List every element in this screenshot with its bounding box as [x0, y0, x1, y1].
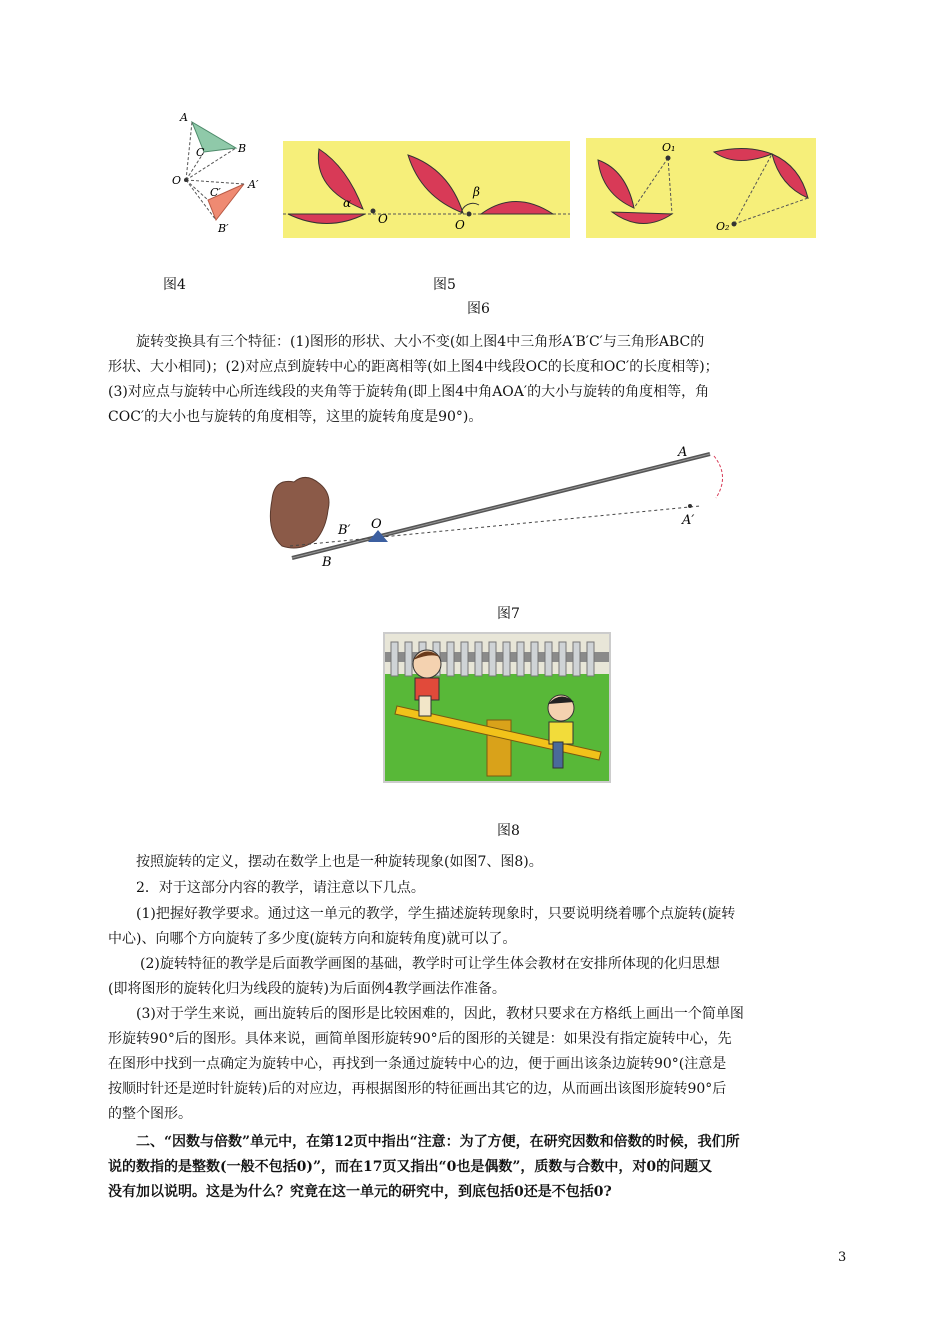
- line: 2．对于这部分内容的教学，请注意以下几点。: [136, 880, 425, 896]
- label-a: A: [180, 111, 188, 124]
- figure-6-diagram: [586, 138, 816, 238]
- label-c-prime: C′: [210, 186, 221, 199]
- label-b: B: [238, 142, 247, 155]
- label-beta: β: [473, 185, 480, 199]
- label-o-2: O: [455, 218, 465, 232]
- line: 中心)、向哪个方向旋转了多少度(旋转方向和旋转角度)就可以了。: [108, 931, 517, 947]
- boy-right: [548, 695, 574, 768]
- boy-left: [413, 650, 441, 716]
- half-disc-4: [714, 148, 772, 160]
- paragraph-teaching-points: [108, 876, 853, 901]
- caption-figure-7: 图7: [497, 606, 520, 622]
- line: (3)对于学生来说，画出旋转后的图形是比较困难的，因此，教材只要求在方格纸上画出一个简单图: [136, 1006, 744, 1022]
- caption-figure-8: 图8: [497, 823, 520, 839]
- label-c: C: [196, 146, 205, 159]
- label-o: O: [172, 174, 182, 187]
- label-a: A: [678, 445, 688, 460]
- half-disc-2: [408, 155, 463, 213]
- paragraph-swing-rotation: [108, 850, 853, 875]
- half-disc-4-rotated: [772, 154, 808, 198]
- page-number: 3: [838, 1250, 847, 1265]
- label-b-prime: B′: [338, 523, 351, 538]
- figure-6-panel: [586, 138, 816, 238]
- figure-4-diagram: [168, 104, 280, 246]
- half-disc-1-rotated: [288, 214, 365, 224]
- label-b-prime: B′: [218, 222, 229, 235]
- rock: [270, 477, 329, 548]
- line: (即将图形的旋转化归为线段的旋转)为后面例4教学画法作准备。: [108, 981, 506, 997]
- caption-figure-5: 图5: [433, 277, 456, 293]
- label-a-prime: A′: [248, 178, 259, 191]
- caption-figure-4: 图4: [163, 277, 186, 293]
- caption-figure-6: 图6: [467, 301, 490, 317]
- paragraph-rotation-features: [108, 330, 853, 430]
- half-disc-3-rotated: [612, 212, 672, 224]
- label-o2: O₂: [716, 220, 730, 233]
- paragraph-point-3: [108, 1002, 853, 1127]
- half-disc-1: [318, 149, 363, 209]
- label-alpha: α: [343, 196, 352, 210]
- line: 旋转变换具有三个特征：(1)图形的形状、大小不变(如上图4中三角形A′B′C′与三角形ABC的: [136, 334, 705, 350]
- line: 说的数指的是整数(一般不包括0)”，而在17页又指出“0也是偶数”，质数与合数中，对0的问题又: [108, 1159, 713, 1175]
- paragraph-point-2: [108, 952, 853, 1002]
- figure-5-diagram: [283, 141, 570, 238]
- label-a-prime: A′: [682, 513, 695, 528]
- label-b: B: [322, 555, 332, 570]
- half-disc-2-rotated: [481, 202, 553, 215]
- line: COC′的大小也与旋转的角度相等，这里的旋转角度是90°)。: [108, 409, 483, 425]
- line: 按顺时针还是逆时针旋转)后的对应边，再根据图形的特征画出其它的边，从而画出该图形旋转90°后: [108, 1081, 727, 1097]
- line: 二、“因数与倍数”单元中，在第12页中指出“注意：为了方便，在研究因数和倍数的时候，我们所: [136, 1134, 740, 1150]
- paragraph-question-factors-multiples: [108, 1130, 853, 1205]
- line: 形状、大小相同)；(2)对应点到旋转中心的距离相等(如上图4中线段OC的长度和OC′的长度相等)；: [108, 359, 719, 375]
- figure-8-illustration: [383, 632, 611, 783]
- line: 的整个图形。: [108, 1106, 192, 1122]
- label-o-1: O: [378, 212, 388, 226]
- half-disc-3: [598, 160, 634, 208]
- line: 按照旋转的定义，摆动在数学上也是一种旋转现象(如图7、图8)。: [136, 854, 543, 870]
- line: (3)对应点与旋转中心所连线段的夹角等于旋转角(即上图4中角AOA′的大小与旋转的角度相等，角: [108, 384, 710, 400]
- line: 在图形中找到一点确定为旋转中心，再找到一条通过旋转中心的边，便于画出该条边旋转90°(注意是: [108, 1056, 727, 1072]
- label-o: O: [371, 517, 382, 532]
- line: (1)把握好教学要求。通过这一单元的教学，学生描述旋转现象时，只要说明绕着哪个点旋转(旋转: [136, 906, 736, 922]
- paragraph-point-1: [108, 902, 853, 952]
- figure-7-seesaw-diagram: [260, 436, 740, 576]
- rotation-arrow: [714, 456, 723, 498]
- figure-5-panel: [283, 141, 570, 238]
- line: 形旋转90°后的图形。具体来说，画简单图形旋转90°后的图形的关键是：如果没有指定旋转中心，先: [108, 1031, 732, 1047]
- label-o1: O₁: [662, 141, 676, 154]
- line: 没有加以说明。这是为什么？究竟在这一单元的研究中，到底包括0还是不包括0?: [108, 1184, 612, 1200]
- line: (2)旋转特征的教学是后面教学画图的基础，教学时可让学生体会教材在安排所体现的化归思想: [140, 956, 720, 972]
